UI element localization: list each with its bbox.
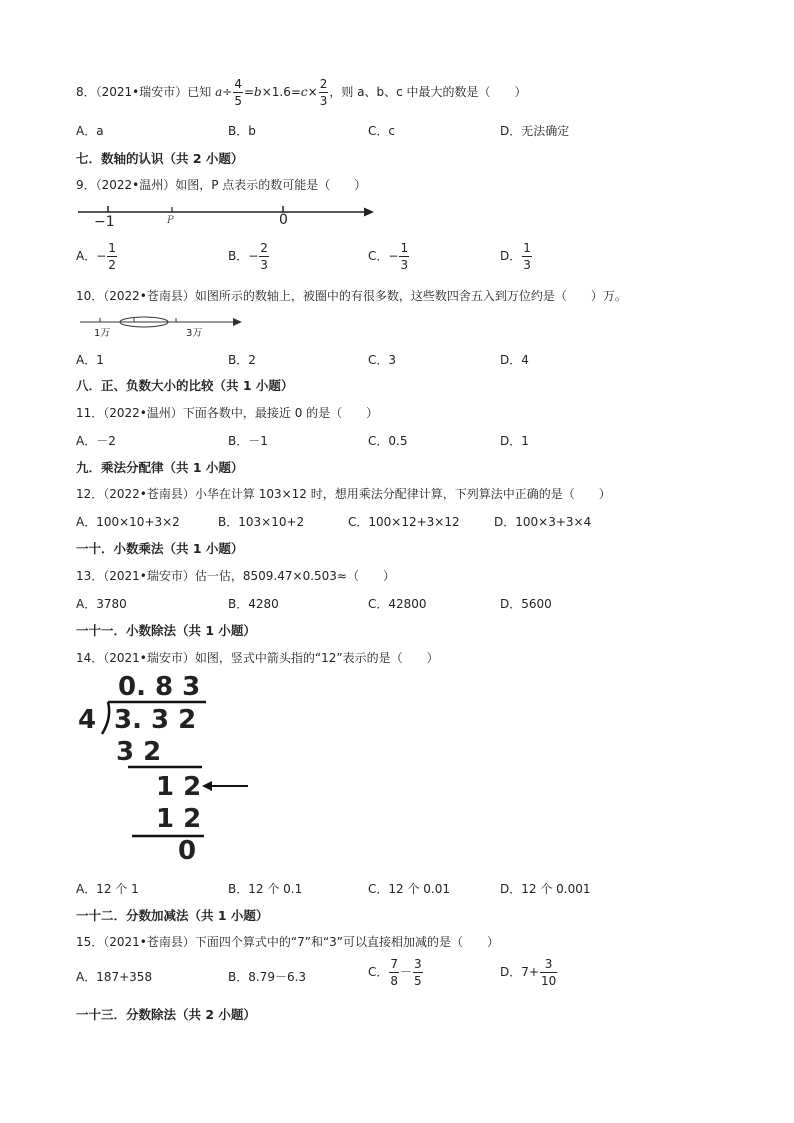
- q13-option-a[interactable]: A．3780: [76, 597, 127, 611]
- division-remainder: 0: [178, 836, 197, 866]
- q15-option-a[interactable]: A．187+358: [76, 970, 153, 984]
- q12-option-d[interactable]: D．100×3+3×4: [494, 515, 592, 529]
- q14-stem: 14．（2021•瑞安市）如图，竖式中箭头指的“12”表示的是（ ）: [76, 651, 439, 665]
- q11-stem: 11．（2022•温州）下面各数中，最接近 0 的是（ ）: [76, 406, 379, 420]
- q11-option-d[interactable]: D．1: [500, 434, 529, 448]
- q14-option-c[interactable]: C．12 个 0.01: [368, 882, 450, 896]
- q13-option-d[interactable]: D．5600: [500, 597, 552, 611]
- q9-stem: 9．（2022•温州）如图，P 点表示的数可能是（ ）: [76, 178, 367, 192]
- q9-number-line: [76, 202, 376, 232]
- q10-option-d[interactable]: D．4: [500, 353, 529, 367]
- q10-option-c[interactable]: C．3: [368, 353, 397, 367]
- division-dividend: 3. 3 2: [114, 705, 197, 735]
- q11-option-a[interactable]: A．－2: [76, 434, 116, 448]
- q13-option-c[interactable]: C．42800: [368, 597, 427, 611]
- section-heading-11: 一十一．小数除法（共 1 小题）: [76, 623, 256, 638]
- q10-label-3wan: 3万: [186, 328, 203, 339]
- section-heading-8: 八．正、负数大小的比较（共 1 小题）: [76, 378, 294, 393]
- q12-option-c[interactable]: C．100×12+3×12: [348, 515, 460, 529]
- q9-option-d[interactable]: D． $\frac{1}{3}$: [500, 241, 531, 272]
- section-heading-13: 一十三．分数除法（共 2 小题）: [76, 1007, 256, 1022]
- division-row-12-arrow: 1 2: [156, 772, 202, 802]
- division-quotient: 0. 8 3: [118, 672, 201, 702]
- q10-option-a[interactable]: A．1: [76, 353, 104, 367]
- q9-label-minus-one: −1: [94, 214, 115, 230]
- division-row-12: 1 2: [156, 804, 202, 834]
- fraction-4-5: $\frac{4}{5}$: [234, 77, 242, 108]
- q9-label-p: P: [167, 215, 174, 226]
- section-heading-7: 七．数轴的认识（共 2 小题）: [76, 151, 244, 166]
- q13-stem: 13．（2021•瑞安市）估一估，8509.47×0.503≈（ ）: [76, 569, 395, 583]
- q11-option-c[interactable]: C．0.5: [368, 434, 408, 448]
- q12-stem: 12．（2022•苍南县）小华在计算 103×12 时，想用乘法分配律计算，下列算法中正确的是（ ）: [76, 487, 611, 501]
- q15-stem: 15．（2021•苍南县）下面四个算式中的“7”和“3”可以直接相加减的是（ ）: [76, 935, 500, 949]
- q14-option-d[interactable]: D．12 个 0.001: [500, 882, 591, 896]
- q8-option-c[interactable]: C．c: [368, 124, 395, 138]
- q10-stem: 10．（2022•苍南县）如图所示的数轴上，被圈中的有很多数，这些数四舍五入到万位约是（ ）万。: [76, 289, 627, 303]
- q9-option-a[interactable]: A．− $\frac{1}{2}$: [76, 241, 116, 272]
- section-heading-10: 一十．小数乘法（共 1 小题）: [76, 541, 244, 556]
- q14-option-a[interactable]: A．12 个 1: [76, 882, 139, 896]
- q11-option-b[interactable]: B．－1: [228, 434, 268, 448]
- q15-option-c[interactable]: C． $\frac{7}{8}$ － $\frac{3}{5}$: [368, 957, 422, 988]
- q10-label-1wan: 1万: [94, 328, 111, 339]
- division-row-32: 3 2: [116, 737, 162, 767]
- arrow-left-icon: [200, 778, 250, 794]
- q8-option-b[interactable]: B．b: [228, 124, 256, 138]
- q15-option-b[interactable]: B．8.79－6.3: [228, 970, 307, 984]
- q8-option-d[interactable]: D．无法确定: [500, 124, 570, 138]
- q8-stem: 8．（2021•瑞安市）已知 a÷ $\frac{4}{5}$ =b×1.6=c× $\frac{2}{3}$ ，则 a、b、c 中最大的数是（ ）: [76, 77, 527, 108]
- section-heading-12: 一十二．分数加减法（共 1 小题）: [76, 908, 269, 923]
- q9-option-c[interactable]: C．− $\frac{1}{3}$: [368, 241, 409, 272]
- division-divisor: 4: [78, 705, 97, 735]
- section-heading-9: 九．乘法分配律（共 1 小题）: [76, 460, 244, 475]
- q9-label-zero: 0: [279, 212, 288, 228]
- q12-option-b[interactable]: B．103×10+2: [218, 515, 305, 529]
- q12-option-a[interactable]: A．100×10+3×2: [76, 515, 180, 529]
- q13-option-b[interactable]: B．4280: [228, 597, 279, 611]
- q9-option-b[interactable]: B．− $\frac{2}{3}$: [228, 241, 268, 272]
- q15-option-d[interactable]: D．7+ $\frac{3}{10}$: [500, 957, 557, 988]
- q8-option-a[interactable]: A．a: [76, 124, 104, 138]
- q10-option-b[interactable]: B．2: [228, 353, 256, 367]
- q14-option-b[interactable]: B．12 个 0.1: [228, 882, 303, 896]
- fraction-2-3: $\frac{2}{3}$: [319, 77, 328, 108]
